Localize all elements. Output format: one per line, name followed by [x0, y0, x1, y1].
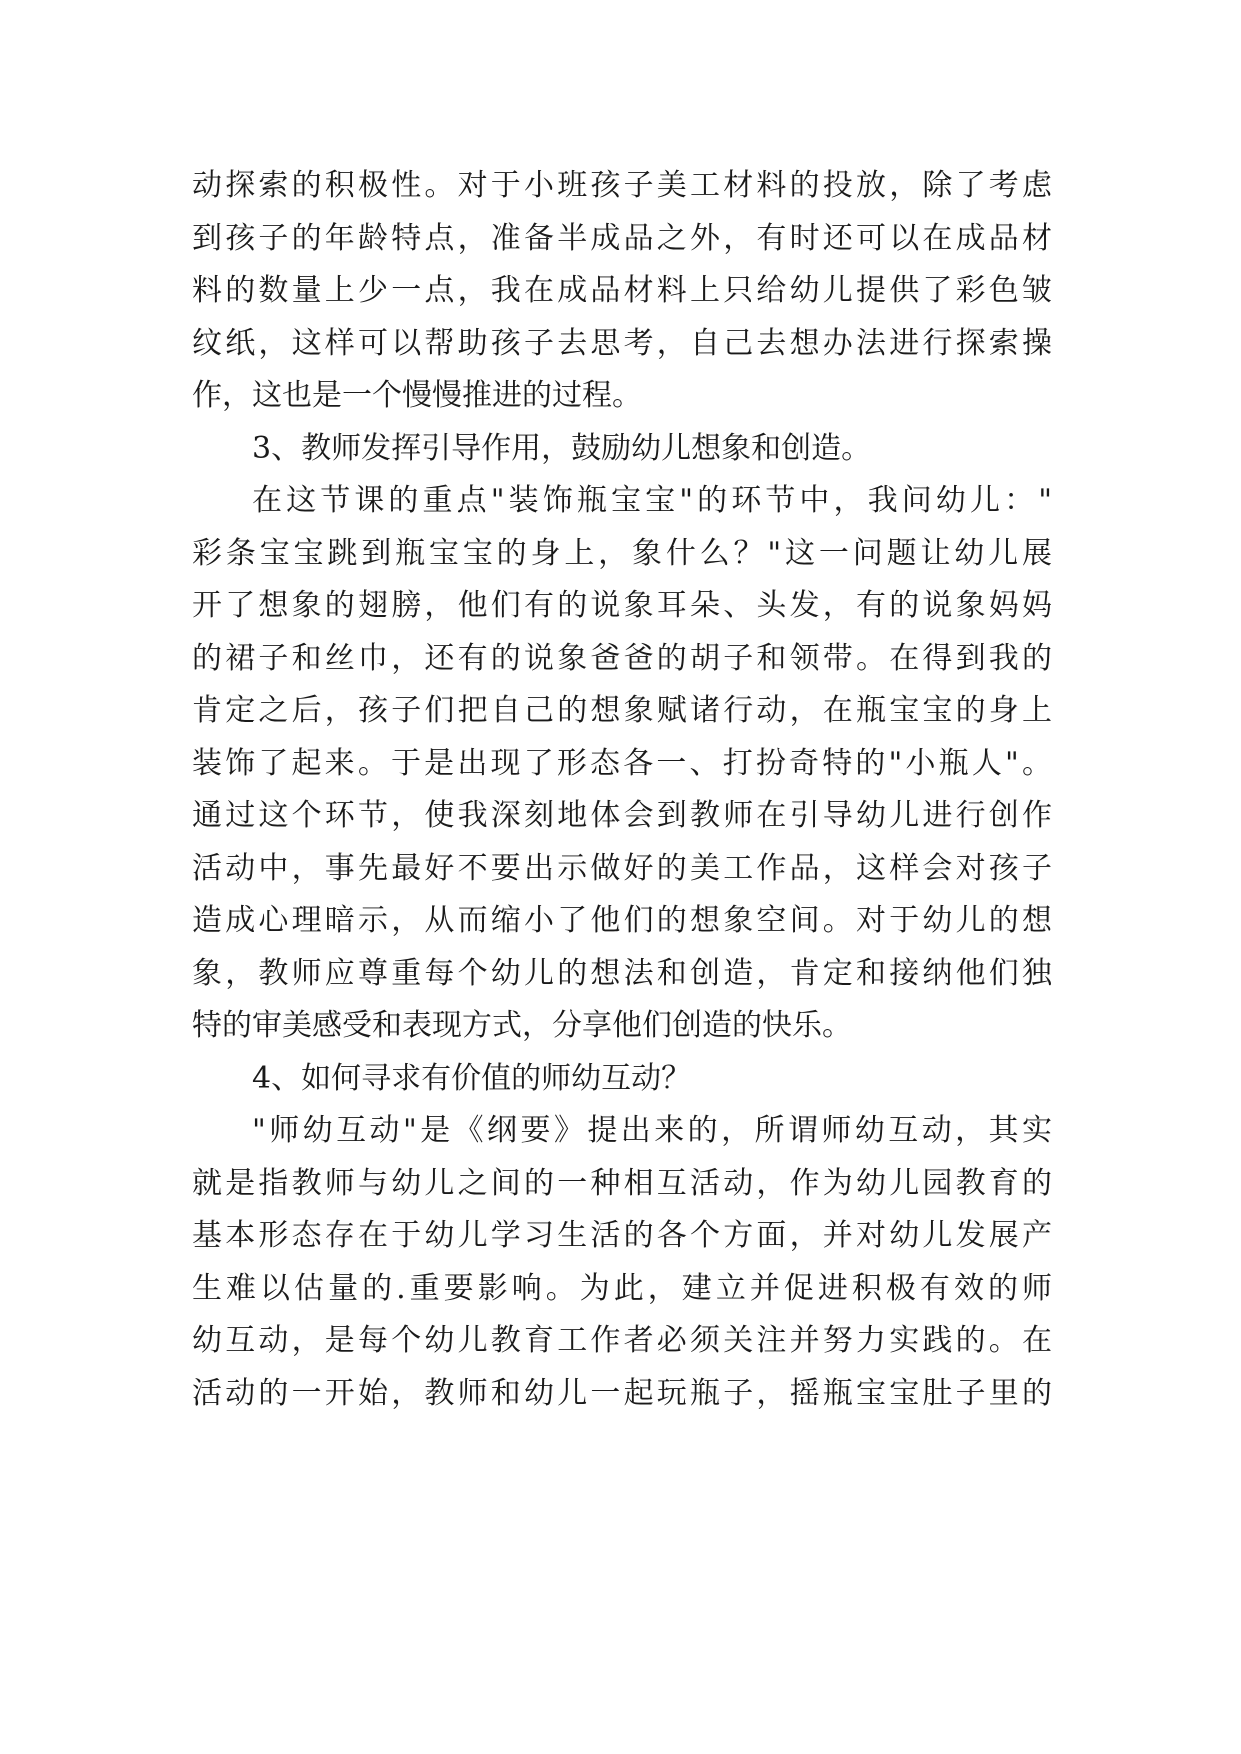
text-line: 活动中，事先最好不要出示做好的美工作品，这样会对孩子 — [192, 850, 1052, 886]
text-line: 到孩子的年龄特点，准备半成品之外，有时还可以在成品材 — [192, 220, 1052, 256]
text-line: 生难以估量的.重要影响。为此，建立并促进积极有效的师 — [192, 1270, 1052, 1306]
text-line: 彩条宝宝跳到瓶宝宝的身上，象什么？"这一问题让幼儿展 — [192, 535, 1052, 571]
text-line: 造成心理暗示，从而缩小了他们的想象空间。对于幼儿的想 — [192, 903, 1052, 938]
text-line: 作，这也是一个慢慢推进的过程。 — [192, 378, 642, 413]
text-line: 肯定之后，孩子们把自己的想象赋诸行动，在瓶宝宝的身上 — [192, 693, 1052, 728]
text-line: 幼互动，是每个幼儿教育工作者必须关注并努力实践的。在 — [192, 1323, 1052, 1358]
text-line: 的裙子和丝巾，还有的说象爸爸的胡子和领带。在得到我的 — [192, 640, 1052, 676]
text-line: 就是指教师与幼儿之间的一种相互活动，作为幼儿园教育的 — [192, 1165, 1052, 1201]
text-line: "师幼互动"是《纲要》提出来的，所谓师幼互动，其实 — [252, 1113, 1052, 1148]
text-line: 在这节课的重点"装饰瓶宝宝"的环节中，我问幼儿：" — [252, 483, 1052, 518]
text-line: 特的审美感受和表现方式，分享他们创造的快乐。 — [192, 1008, 852, 1043]
text-line: 活动的一开始，教师和幼儿一起玩瓶子，摇瓶宝宝肚子里的 — [192, 1375, 1052, 1411]
text-line: 4、如何寻求有价值的师幼互动？ — [252, 1060, 692, 1096]
text-line: 象，教师应尊重每个幼儿的想法和创造，肯定和接纳他们独 — [192, 955, 1052, 991]
body-text — [192, 160, 1052, 1420]
text-line: 基本形态存在于幼儿学习生活的各个方面，并对幼儿发展产 — [192, 1218, 1052, 1253]
text-line: 装饰了起来。于是出现了形态各一、打扮奇特的"小瓶人"。 — [192, 745, 1052, 781]
text-line: 3、教师发挥引导作用，鼓励幼儿想象和创造。 — [252, 430, 872, 466]
text-line: 动探索的积极性。对于小班孩子美工材料的投放，除了考虑 — [192, 168, 1052, 203]
text-line: 料的数量上少一点，我在成品材料上只给幼儿提供了彩色皱 — [192, 273, 1052, 308]
text-line: 通过这个环节，使我深刻地体会到教师在引导幼儿进行创作 — [192, 798, 1052, 833]
text-line: 纹纸，这样可以帮助孩子去思考，自己去想办法进行探索操 — [192, 325, 1052, 361]
text-line: 开了想象的翅膀，他们有的说象耳朵、头发，有的说象妈妈 — [192, 588, 1052, 623]
